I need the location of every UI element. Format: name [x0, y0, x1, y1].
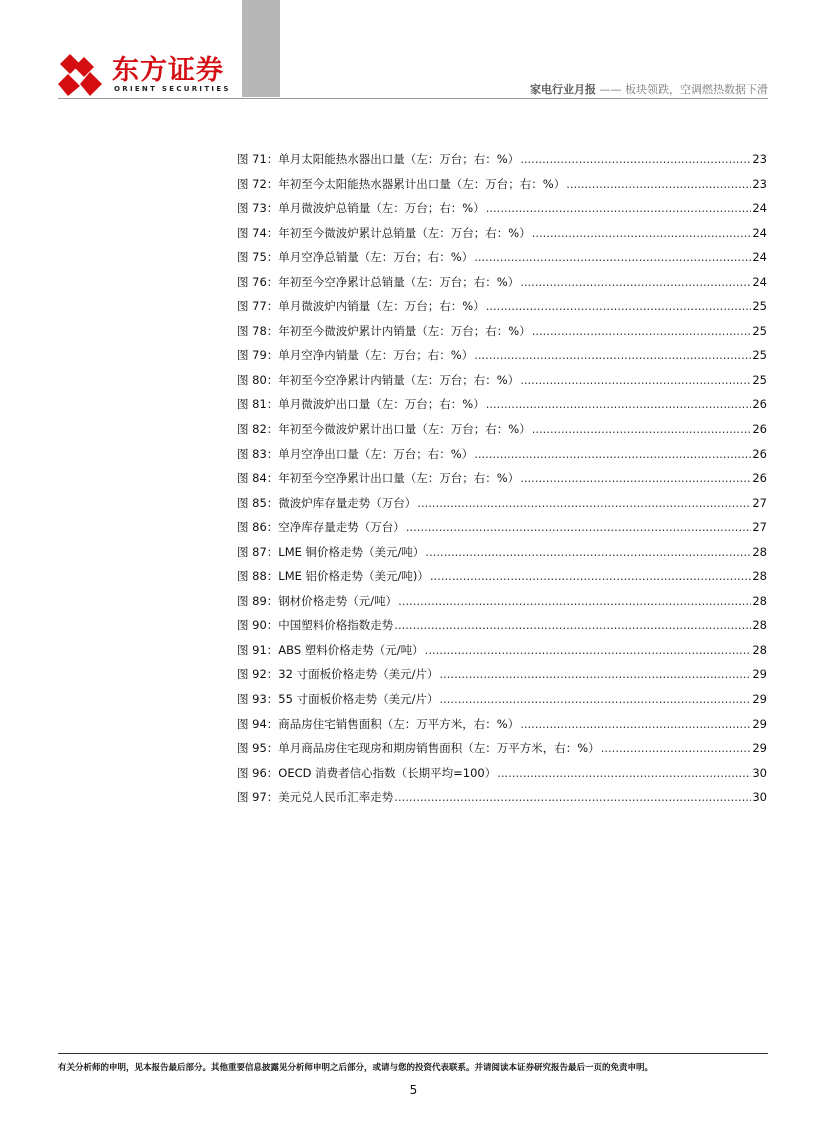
toc-leader-dots [486, 298, 752, 314]
toc-leader-dots [486, 396, 752, 412]
toc-leader-dots [520, 470, 751, 486]
toc-entry-page: 27 [752, 495, 767, 510]
toc-entry[interactable] [237, 176, 767, 201]
toc-entry-page: 25 [752, 348, 767, 363]
toc-entry-label: 图 82：年初至今微波炉累计出口量（左：万台；右：%） [237, 422, 531, 437]
toc-entry-page: 28 [752, 618, 767, 633]
toc-leader-dots [532, 323, 752, 339]
toc-entry[interactable] [237, 789, 767, 814]
toc-leader-dots [486, 200, 752, 216]
toc-entry[interactable] [237, 716, 767, 741]
toc-leader-dots [398, 593, 751, 609]
toc-leader-dots [497, 765, 751, 781]
toc-leader-dots [601, 740, 752, 756]
toc-entry-label: 图 84：年初至今空净累计出口量（左：万台；右：%） [237, 471, 520, 486]
toc-entry-page: 28 [752, 544, 767, 559]
toc-entry-label: 图 90：中国塑料价格指数走势 [237, 618, 394, 633]
toc-entry-label: 图 97：美元兑人民币汇率走势 [237, 790, 394, 805]
toc-entry[interactable] [237, 740, 767, 765]
toc-entry-label: 图 87：LME 铜价格走势（美元/吨） [237, 544, 425, 559]
toc-entry[interactable] [237, 642, 767, 667]
toc-entry-page: 24 [752, 225, 767, 240]
toc-leader-dots [532, 225, 752, 241]
toc-entry-page: 27 [752, 520, 767, 535]
toc-entry-page: 26 [752, 422, 767, 437]
toc-entry[interactable] [237, 544, 767, 569]
toc-entry-label: 图 73：单月微波炉总销量（左：万台；右：%） [237, 201, 485, 216]
toc-entry-page: 24 [752, 201, 767, 216]
toc-entry-page: 29 [752, 667, 767, 682]
toc-entry-label: 图 83：单月空净出口量（左：万台；右：%） [237, 446, 474, 461]
toc-leader-dots [394, 617, 751, 633]
toc-leader-dots [425, 642, 752, 658]
company-logo [58, 52, 258, 96]
toc-entry-label: 图 74：年初至今微波炉累计总销量（左：万台；右：%） [237, 225, 531, 240]
toc-entry-label: 图 88：LME 铝价格走势（美元/吨)） [237, 569, 429, 584]
toc-leader-dots [566, 176, 751, 192]
toc-entry-page: 26 [752, 397, 767, 412]
toc-entry[interactable] [237, 593, 767, 618]
toc-entry[interactable] [237, 151, 767, 176]
toc-entry[interactable] [237, 421, 767, 446]
toc-entry-page: 23 [752, 152, 767, 166]
toc-entry-label: 图 75：单月空净总销量（左：万台；右：%） [237, 250, 474, 265]
report-type: 家电行业月报 [530, 83, 596, 96]
toc-entry[interactable] [237, 446, 767, 471]
toc-entry-label: 图 85：微波炉库存量走势（万台） [237, 495, 417, 510]
toc-leader-dots [474, 446, 751, 462]
toc-entry-label: 图 80：年初至今空净累计内销量（左：万台；右：%） [237, 372, 520, 387]
toc-leader-dots [520, 274, 751, 290]
toc-entry[interactable] [237, 200, 767, 225]
toc-leader-dots [394, 789, 751, 805]
toc-entry-page: 24 [752, 274, 767, 289]
toc-entry[interactable] [237, 568, 767, 593]
toc-entry[interactable] [237, 470, 767, 495]
toc-leader-dots [417, 495, 751, 511]
toc-entry[interactable] [237, 372, 767, 397]
toc-entry-page: 30 [752, 765, 767, 780]
toc-entry-label: 图 89：钢材价格走势（元/吨） [237, 593, 398, 608]
toc-entry[interactable] [237, 274, 767, 299]
toc-entry[interactable] [237, 495, 767, 520]
toc-leader-dots [425, 544, 751, 560]
toc-leader-dots [430, 568, 751, 584]
toc-entry-page: 29 [752, 692, 767, 707]
toc-entry-label: 图 93：55 寸面板价格走势（美元/片） [237, 692, 439, 707]
footer-disclaimer: 有关分析师的申明，见本报告最后部分。其他重要信息披露见分析师申明之后部分，或请与您的投资代表联系。并请阅读本证券研究报告最后一页的免责申明。 [58, 1063, 654, 1073]
toc-entry-label: 图 81：单月微波炉出口量（左：万台；右：%） [237, 397, 485, 412]
logo-chinese-name: 东方证券 [112, 55, 224, 86]
toc-entry[interactable] [237, 249, 767, 274]
toc-leader-dots [439, 666, 751, 682]
toc-entry-page: 25 [752, 323, 767, 338]
report-title: 板块领跌，空调燃热数据下滑 [625, 83, 768, 96]
toc-entry[interactable] [237, 225, 767, 250]
toc-entry-page: 28 [752, 569, 767, 584]
toc-entry[interactable] [237, 396, 767, 421]
toc-entry-label: 图 76：年初至今空净累计总销量（左：万台；右：%） [237, 274, 520, 289]
toc-entry[interactable] [237, 691, 767, 716]
toc-entry-page: 29 [752, 716, 767, 731]
toc-entry-page: 26 [752, 446, 767, 461]
toc-leader-dots [474, 249, 751, 265]
toc-entry-label: 图 92：32 寸面板价格走势（美元/片） [237, 667, 439, 682]
toc-entry-page: 25 [752, 372, 767, 387]
toc-entry-page: 30 [752, 790, 767, 805]
report-header [530, 81, 768, 97]
figure-list [237, 151, 767, 814]
toc-leader-dots [532, 421, 752, 437]
toc-entry-label: 图 77：单月微波炉内销量（左：万台；右：%） [237, 299, 485, 314]
toc-leader-dots [520, 151, 751, 167]
page-number: 5 [409, 1083, 418, 1097]
toc-entry-page: 28 [752, 593, 767, 608]
toc-entry-page: 25 [752, 299, 767, 314]
header-separator: —— [599, 83, 622, 96]
toc-entry-label: 图 94：商品房住宅销售面积（左：万平方米，右：%） [237, 716, 520, 731]
orient-logo-icon [58, 52, 104, 96]
toc-entry-label: 图 71：单月太阳能热水器出口量（左：万台；右：%） [237, 152, 520, 166]
toc-leader-dots [474, 347, 751, 363]
footer-divider [58, 1053, 768, 1054]
toc-entry-page: 28 [752, 642, 767, 657]
logo-english-name: ORIENT SECURITIES [114, 85, 231, 93]
toc-leader-dots [406, 519, 752, 535]
toc-entry-page: 23 [752, 176, 767, 191]
toc-entry-label: 图 79：单月空净内销量（左：万台；右：%） [237, 348, 474, 363]
toc-leader-dots [520, 716, 751, 732]
toc-entry-page: 26 [752, 471, 767, 486]
toc-entry-page: 29 [752, 741, 767, 756]
toc-entry-label: 图 72：年初至今太阳能热水器累计出口量（左：万台；右：%） [237, 176, 566, 191]
toc-entry-label: 图 86：空净库存量走势（万台） [237, 520, 405, 535]
toc-entry[interactable] [237, 298, 767, 323]
toc-leader-dots [520, 372, 751, 388]
toc-entry[interactable] [237, 323, 767, 348]
toc-entry[interactable] [237, 347, 767, 372]
toc-entry[interactable] [237, 519, 767, 544]
header-divider [58, 98, 768, 99]
toc-entry-label: 图 96：OECD 消费者信心指数（长期平均=100） [237, 765, 497, 780]
toc-entry-label: 图 91：ABS 塑料价格走势（元/吨） [237, 642, 424, 657]
toc-entry[interactable] [237, 617, 767, 642]
toc-entry-page: 24 [752, 250, 767, 265]
toc-entry-label: 图 78：年初至今微波炉累计内销量（左：万台；右：%） [237, 323, 531, 338]
toc-entry-label: 图 95：单月商品房住宅现房和期房销售面积（左：万平方米，右：%） [237, 741, 600, 756]
toc-entry[interactable] [237, 666, 767, 691]
toc-leader-dots [439, 691, 751, 707]
toc-entry[interactable] [237, 765, 767, 790]
